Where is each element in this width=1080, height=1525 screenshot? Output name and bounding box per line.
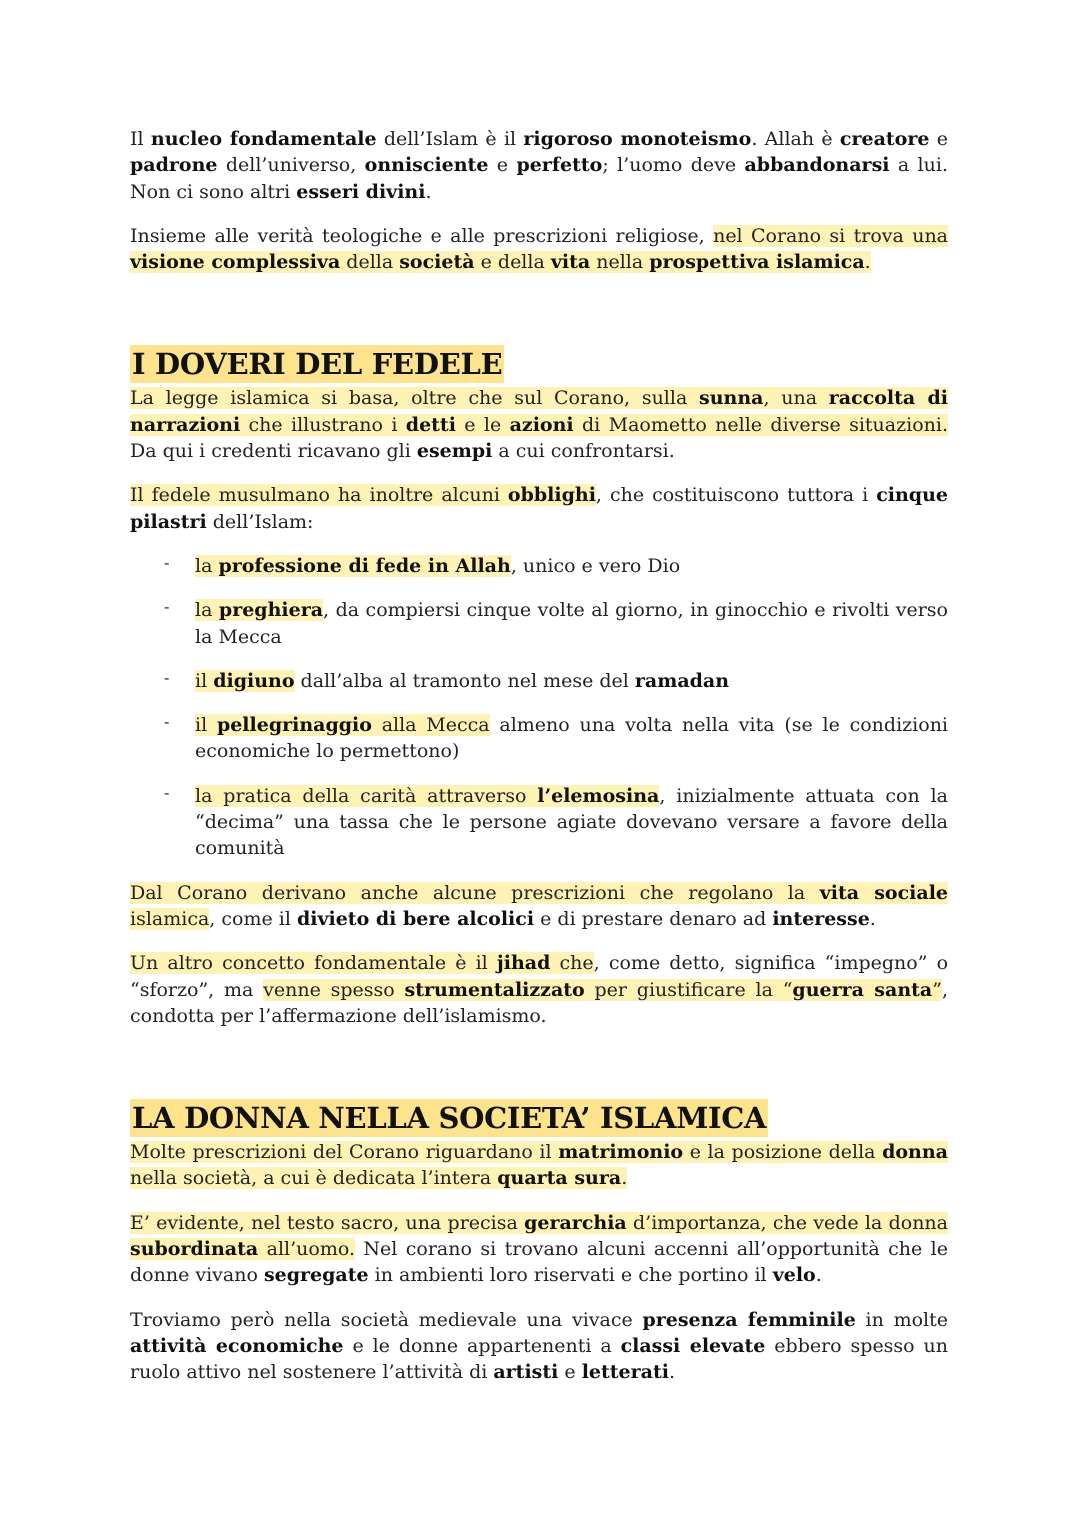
bold-term: detti <box>405 413 456 436</box>
bold-term: attività economiche <box>130 1334 344 1357</box>
highlight <box>574 414 948 436</box>
text-run: e la posizione della <box>683 1141 883 1164</box>
bullet-dash: - <box>164 782 170 802</box>
highlight <box>508 484 596 506</box>
highlight <box>130 1141 558 1163</box>
bold-term: azioni <box>509 413 574 436</box>
text-run: . <box>621 1167 628 1190</box>
section-heading-doveri: I DOVERI DEL FEDELE <box>132 347 503 382</box>
bold-term: classi elevate <box>620 1334 766 1357</box>
bold-term: società <box>399 251 475 274</box>
text-run: Il <box>130 128 151 150</box>
bold-term: letterati <box>581 1361 669 1384</box>
highlight <box>130 1167 497 1189</box>
highlight <box>510 414 574 436</box>
highlight <box>475 251 551 273</box>
highlight <box>399 251 474 273</box>
bold-term: preghiera <box>218 599 324 622</box>
highlight <box>590 251 649 273</box>
text-run: Dal Corano derivano anche alcune prescrizioni che regolano la <box>130 881 820 904</box>
text-run: la <box>195 554 219 577</box>
text-run: . <box>864 251 871 274</box>
text-run: nella <box>590 251 650 274</box>
bold-term: esseri divini <box>296 180 426 203</box>
text-run: dall’alba al tramonto nel mese del <box>294 669 635 692</box>
bullet-dash: - <box>164 552 170 572</box>
text-run: E’ evidente, nel testo sacro, una precisa <box>130 1211 525 1234</box>
highlight <box>130 1238 258 1260</box>
highlight <box>219 599 323 621</box>
bullet-dash: - <box>164 597 170 617</box>
highlight <box>213 670 294 692</box>
highlight <box>820 882 948 904</box>
text-run: il <box>195 714 217 737</box>
text-run: la pratica della carità attraverso <box>195 784 538 807</box>
highlight <box>130 908 209 930</box>
document-page <box>130 126 948 1386</box>
highlight <box>217 714 372 736</box>
text-run: “ <box>782 978 793 1001</box>
highlight <box>263 979 404 1001</box>
intro-paragraph-2 <box>130 223 948 276</box>
bold-term: strumentalizzato <box>404 978 585 1001</box>
text-run: a cui confrontarsi. <box>492 440 675 463</box>
highlight <box>865 251 871 273</box>
text-run: , da compiersi cinque volte al giorno, in ginocchio e rivolti verso la Mecca <box>195 599 948 648</box>
list-item-text <box>195 712 948 765</box>
pillars-list <box>130 553 948 862</box>
highlight <box>195 599 219 621</box>
bold-term: guerra santa <box>792 978 933 1001</box>
text-run: Nel corano si trovano alcuni accenni all’opportunità che le donne vivano <box>130 1238 948 1287</box>
text-run: La legge islamica si basa, oltre che sul Corano, sulla <box>130 387 700 410</box>
text-run: ebbero spesso un ruolo attivo nel sostenere l’attività di <box>130 1334 949 1384</box>
bold-term: donna <box>882 1141 948 1164</box>
list-item-text <box>195 597 948 650</box>
intro-paragraph-1 <box>130 126 948 205</box>
donna-paragraph-1 <box>130 1139 948 1192</box>
highlight <box>130 484 508 506</box>
highlight <box>130 251 340 273</box>
highlight <box>195 670 213 692</box>
bold-term: onnisciente <box>364 154 489 177</box>
text-run: e della <box>474 251 551 274</box>
bullet-dash: - <box>164 712 170 732</box>
bold-term: gerarchia <box>524 1211 627 1234</box>
highlight <box>130 387 699 409</box>
bold-term: esempi <box>416 440 493 463</box>
bold-term: quarta sura <box>497 1167 622 1190</box>
bold-term: vita sociale <box>819 881 949 904</box>
bold-term: l’elemosina <box>537 784 660 807</box>
highlight <box>699 387 763 409</box>
bold-term: professione di fede in Allah <box>218 554 511 577</box>
bold-term: digiuno <box>213 669 295 692</box>
bold-term: padrone <box>130 154 218 177</box>
text-run: di Maometto nelle diverse situazioni. <box>573 413 948 436</box>
text-run: dell’Islam: <box>206 510 314 533</box>
highlight <box>932 979 942 1001</box>
section-heading-wrap <box>130 345 948 383</box>
bold-term: visione complessiva <box>130 251 341 274</box>
list-item <box>130 783 948 862</box>
text-run: Il fedele musulmano ha inoltre alcuni <box>130 484 508 507</box>
list-item-text <box>195 553 948 579</box>
highlight <box>649 251 864 273</box>
text-run: nel Corano si trova una <box>713 224 949 247</box>
section-heading-wrap <box>130 1099 948 1137</box>
highlight <box>792 979 932 1001</box>
highlight <box>537 785 659 807</box>
text-run: Insieme alle verità teologiche e alle prescrizioni religiose, <box>130 224 714 247</box>
highlight <box>497 952 551 974</box>
highlight <box>551 251 590 273</box>
list-item <box>130 712 948 765</box>
text-run: dell’universo, <box>217 154 365 177</box>
text-run: all’uomo. <box>258 1238 355 1261</box>
text-run: per giustificare la <box>584 978 783 1001</box>
bold-term: nucleo fondamentale <box>150 128 377 150</box>
bold-term: subordinata <box>130 1238 259 1261</box>
bold-term: sunna <box>699 387 764 410</box>
highlight <box>627 1212 948 1234</box>
text-run: in ambienti loro riservati e che portino il <box>368 1264 773 1287</box>
text-run: ” <box>932 978 942 1001</box>
text-run: il <box>195 669 214 692</box>
donna-paragraph-2 <box>130 1210 948 1289</box>
donna-paragraph-3 <box>130 1307 948 1386</box>
list-item <box>130 668 948 694</box>
doveri-paragraph-4 <box>130 950 948 1029</box>
bold-term: segregate <box>263 1264 369 1287</box>
highlight <box>497 1167 621 1189</box>
text-run: , unico e vero Dio <box>510 554 681 577</box>
highlight <box>240 414 406 436</box>
bold-term: presenza femminile <box>642 1308 856 1331</box>
highlight <box>713 225 948 247</box>
highlight <box>130 952 497 974</box>
highlight <box>763 387 828 409</box>
text-run: la <box>195 599 219 622</box>
doveri-paragraph-3 <box>130 880 948 933</box>
list-item-text <box>195 668 948 694</box>
text-run: e <box>929 128 948 150</box>
highlight <box>195 714 217 736</box>
bold-term: vita <box>550 251 591 274</box>
text-run: islamica <box>130 907 210 930</box>
bold-term: abbandonarsi <box>744 154 890 177</box>
text-run: almeno una volta nella vita (se le condizioni economiche lo permettono) <box>195 714 949 763</box>
bullet-dash: - <box>164 667 170 687</box>
bold-term: rigoroso monoteismo <box>523 128 752 150</box>
text-run: d’importanza, che vede la donna <box>626 1211 948 1234</box>
text-run: , una <box>763 387 829 410</box>
bold-term: creatore <box>839 128 930 150</box>
list-item <box>130 597 948 650</box>
text-run: . <box>869 907 876 930</box>
text-run: ; l’uomo deve <box>602 154 745 177</box>
list-item <box>130 553 948 579</box>
text-run: che illustrano i <box>240 413 406 436</box>
highlight <box>340 251 399 273</box>
text-run: Molte prescrizioni del Corano riguardano il <box>130 1141 559 1164</box>
highlight <box>882 1141 948 1163</box>
bold-term: ramadan <box>634 669 730 692</box>
bold-term: perfetto <box>516 154 603 177</box>
highlight <box>405 979 585 1001</box>
highlight <box>621 1167 627 1189</box>
bold-term: matrimonio <box>558 1141 684 1164</box>
highlight <box>783 979 793 1001</box>
text-run: Un altro concetto fondamentale è il <box>130 952 497 975</box>
text-run: . <box>425 180 432 203</box>
text-run: a lui. Non ci sono altri <box>130 154 948 203</box>
bold-term: raccolta di narrazioni <box>130 387 949 436</box>
bold-term: obblighi <box>507 484 596 507</box>
highlight <box>258 1238 355 1260</box>
section-heading-donna: LA DONNA NELLA SOCIETA’ ISLAMICA <box>132 1101 767 1136</box>
bold-term: prospettiva islamica <box>649 251 865 274</box>
text-run: dell’Islam è il <box>376 128 524 150</box>
text-run: e <box>558 1361 582 1384</box>
doveri-paragraph-1 <box>130 385 948 464</box>
highlight <box>456 414 510 436</box>
text-run: , condotta per l’affermazione dell’islamismo. <box>130 978 948 1027</box>
text-run: della <box>340 251 400 274</box>
text-run: Da qui i credenti ricavano gli <box>130 440 417 463</box>
bold-term: velo <box>772 1264 816 1287</box>
text-run: in molte <box>855 1308 948 1331</box>
text-run: , come il <box>209 907 297 930</box>
text-run: , inizialmente attuata con la “decima” una tassa che le persone agiate dovevano versare a favore della comunità <box>195 784 949 860</box>
text-run: e di prestare denaro ad <box>534 907 773 930</box>
text-run: Troviamo però nella società medievale una vivace <box>130 1308 643 1331</box>
bold-term: jihad <box>496 952 551 975</box>
highlight <box>585 979 783 1001</box>
text-run: e le <box>455 413 510 436</box>
highlight <box>372 714 490 736</box>
bold-term: interesse <box>772 907 870 930</box>
highlight <box>195 785 537 807</box>
highlight <box>406 414 456 436</box>
text-run: venne spesso <box>263 978 405 1001</box>
text-run: e <box>488 154 517 177</box>
highlight <box>218 555 510 577</box>
highlight <box>683 1141 882 1163</box>
highlight <box>130 1212 524 1234</box>
highlight <box>130 882 820 904</box>
text-run: . <box>668 1361 676 1384</box>
bold-term: cinque pilastri <box>130 484 948 533</box>
text-run: , come detto, significa “impegno” o “sforzo”, ma <box>130 952 949 1001</box>
text-run: che <box>550 952 594 975</box>
bold-term: artisti <box>493 1361 559 1384</box>
bold-term: divieto di bere alcolici <box>296 907 535 930</box>
text-run: . Allah è <box>751 128 840 150</box>
highlight <box>195 555 218 577</box>
text-run: nella società, a cui è dedicata l’intera <box>130 1167 498 1190</box>
text-run: e le donne appartenenti a <box>343 1334 621 1357</box>
highlight <box>558 1141 683 1163</box>
highlight <box>524 1212 627 1234</box>
doveri-paragraph-2 <box>130 482 948 535</box>
text-run: . <box>815 1264 822 1287</box>
highlight <box>550 952 593 974</box>
bold-term: pellegrinaggio <box>216 714 372 737</box>
text-run: , che costituiscono tuttora i <box>595 484 877 507</box>
list-item-text <box>195 783 948 862</box>
text-run: alla Mecca <box>371 714 490 737</box>
